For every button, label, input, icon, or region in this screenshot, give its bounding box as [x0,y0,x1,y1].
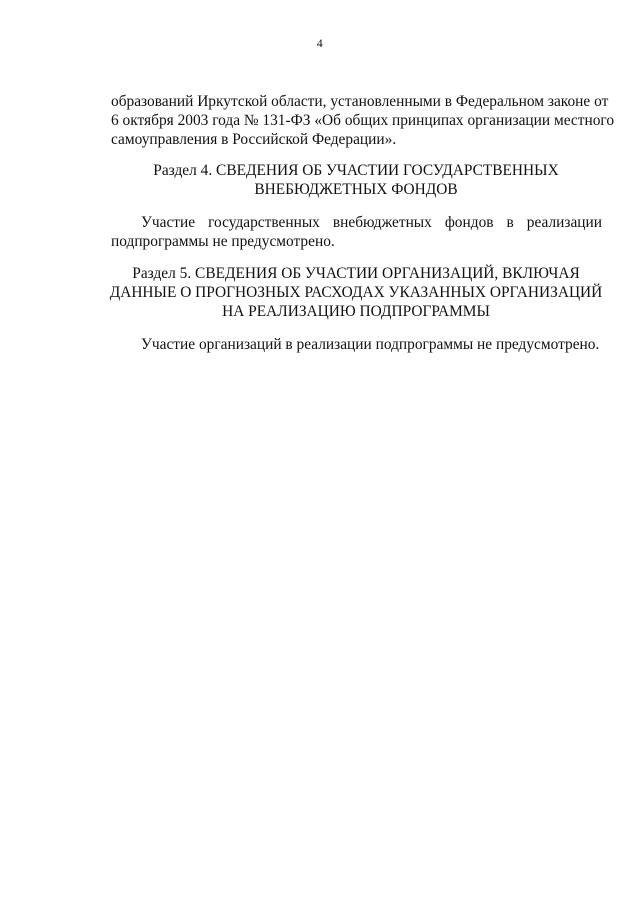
heading-line: НА РЕАЛИЗАЦИЮ ПОДПРОГРАММЫ [222,303,490,320]
page-number: 4 [316,36,324,50]
heading-line: Раздел 5. СВЕДЕНИЯ ОБ УЧАСТИИ ОРГАНИЗАЦИЙ, ВКЛЮЧАЯ [132,265,580,282]
paragraph-line: 6 октября 2003 года № 131-ФЗ «Об общих принципах организации местного [111,112,615,129]
section-5-body: Участие организаций в реализации подпрограммы не предусмотрено. [141,336,600,353]
heading-line: ВНЕБЮДЖЕТНЫХ ФОНДОВ [254,181,458,198]
heading-line: Раздел 4. СВЕДЕНИЯ ОБ УЧАСТИИ ГОСУДАРСТВЕННЫХ [153,162,559,179]
section-5-heading [100,264,612,321]
section-4-body [111,213,602,251]
heading-line: ДАННЫЕ О ПРОГНОЗНЫХ РАСХОДАХ УКАЗАННЫХ ОРГАНИЗАЦИЙ [109,284,603,301]
paragraph-line: Участие государственных внебюджетных фондов в реализации [141,214,602,231]
paragraph-line: самоуправления в Российской Федерации». [111,131,397,148]
paragraph-continuation [111,92,615,149]
paragraph-line: подпрограммы не предусмотрено. [111,233,335,250]
section-4-heading [100,161,612,199]
paragraph-line: образований Иркутской области, установленными в Федеральном законе от [111,93,609,110]
